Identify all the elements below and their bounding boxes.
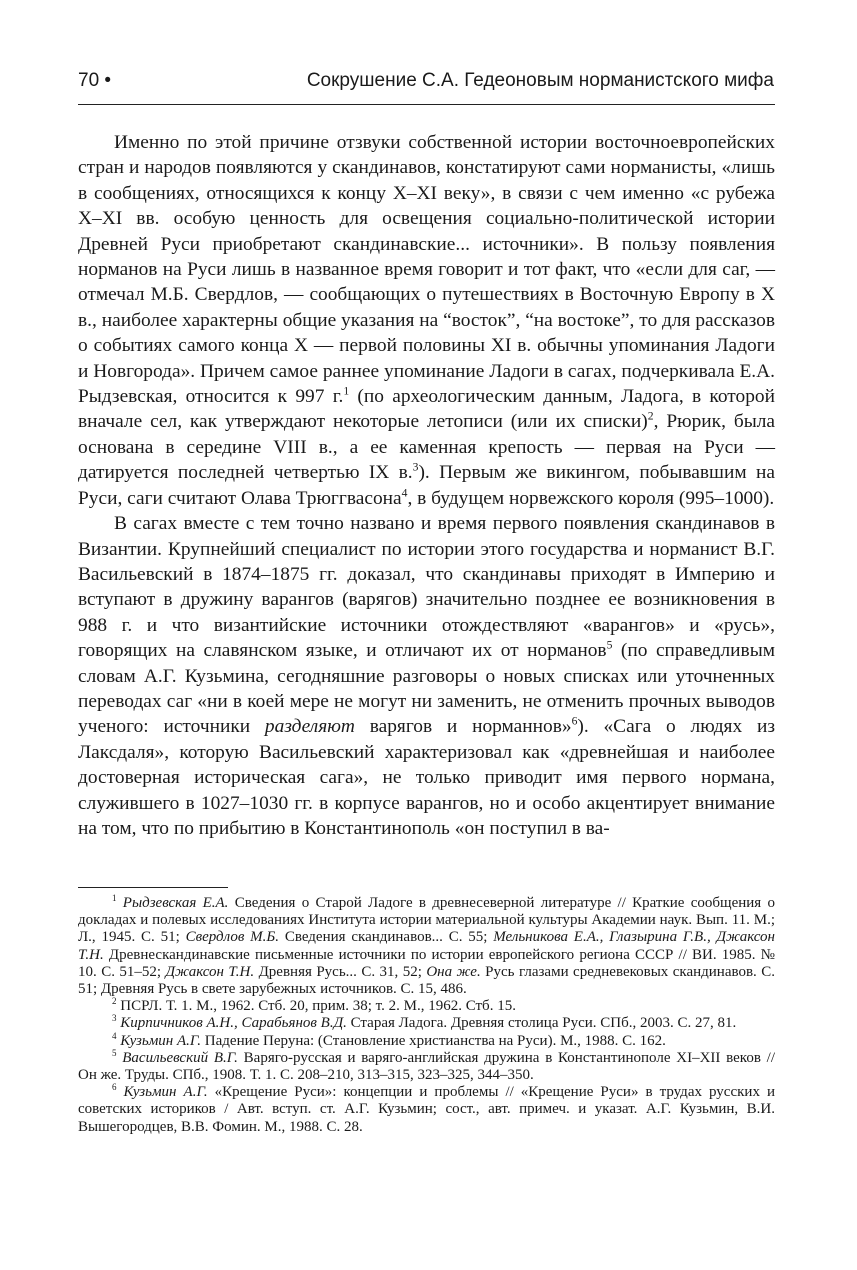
paragraph: Именно по этой причине отзвуки собственной истории восточноевропейских стран и народов появляются у скандинавов, констатируют сами норманисты, «лишь в сообщениях, относящихся к концу Х–XI веку», в связи с чем именно «с рубежа Х–XI вв. особую ценность для освещения социально-политической истории Древней Руси приобретают скандинавские... источники». В пользу появления норманов на Руси лишь в названное время говорит и тот факт, что «если для саг, — отмечал М.Б. Свердлов, — сообщающих о путешествиях в Восточную Европу в X в., наиболее характерны общие указания на “восток”, “на востоке”, то для рассказов о событиях самого конца X — первой половины XI в. обычны упоминания Ладоги и Новгорода». Причем самое раннее упоминание Ладоги в сагах, подчеркивала Е.А. Рыдзевская, относится к 997 г.$^1$ (по археологическим данным, Ладога, в которой вначале сел, как утверждают некоторые летописи (или их списки)$^2$, Рюрик, была основана в середине VIII в., а ее каменная крепость — первая на Руси — датируется последней четвертью IX в.$^3$). Первым же викингом, побывавшим на Руси, саги считают Олава Трюггвасона$^4$, в будущем норвежского короля (995–1000). bbox=[78, 132, 775, 509]
running-title: Сокрушение С.А. Гедеоновым норманистского мифа bbox=[306, 70, 774, 91]
footnote: $^3$ Кирпичников А.Н., Сарабьянов В.Д. Старая Ладога. Древняя столица Руси. СПб., 2003. С. 27, 81. bbox=[112, 1013, 737, 1032]
footnote-ref[interactable]: 2 bbox=[647, 410, 654, 423]
footnotes bbox=[78, 895, 775, 1136]
footnote: $^5$ Васильевский В.Г. Варяго-русская и варяго-английская дружина в Константинополе XI–XII веков // Он же. Труды. СПб., 1908. Т. 1. С. 208–210, 313–315, 323–325, 344–350. bbox=[78, 1047, 776, 1084]
footnote: $^1$ Рыдзевская Е.А. Сведения о Старой Ладоге в древнесеверной литературе // Краткие сообщения о докладах и полевых исследованиях Института истории материальной культуры Академии наук. Вып. 11. М.; Л., 1945. С. 51; Свердлов М.Б. Сведения скандинавов... С. 55; Мельникова Е.А., Глазырина Г.В., Джаксон Т.Н. Древнескандинавские письменные источники по истории европейского региона СССР // ВИ. 1985. № 10. С. 51–52; Джаксон Т.Н. Древняя Русь... С. 31, 52; Она же. Русь глазами средневековых скандинавов. С. 51; Древняя Русь в свете зарубежных источников. С. 15, 486. bbox=[78, 893, 776, 998]
emphasis: разделяют bbox=[264, 716, 355, 738]
footnote-ref[interactable]: 5 bbox=[606, 638, 613, 652]
main-text bbox=[78, 130, 775, 841]
footnote-rule bbox=[78, 887, 228, 888]
footnote-ref[interactable]: 4 bbox=[401, 486, 408, 500]
footnote: $^4$ Кузьмин А.Г. Падение Перуна: (Становление христианства на Руси). М., 1988. С. 162. bbox=[112, 1030, 666, 1049]
footnote-ref[interactable]: 6 bbox=[571, 714, 578, 728]
header-rule bbox=[78, 104, 775, 105]
footnote: $^2$ ПСРЛ. Т. 1. М., 1962. Стб. 20, прим. 38; т. 2. М., 1962. Стб. 15. bbox=[112, 996, 516, 1015]
page-number: 70 • bbox=[78, 70, 112, 91]
footnote-ref[interactable]: 1 bbox=[343, 384, 350, 398]
footnote-ref[interactable]: 3 bbox=[412, 460, 419, 474]
running-header bbox=[78, 70, 774, 92]
paragraph: В сагах вместе с тем точно названо и время первого появления скандинавов в Византии. Крупнейший специалист по истории этого государства и норманист В.Г. Васильевский в 1874–1875 гг. доказал, что скандинавы приходят в Империю и вступают в дружину варангов (варягов) значительно позднее ее возникновения в 988 г. и что византийские источники отождествляют «варангов» и «русь», говорящих на славянском языке, и отличают их от норманов$^5$ (по справедливым словам А.Г. Кузьмина, сегодняшние разговоры о новых списках или уточненных переводах саг «ни в коей мере не могут ни заменить, не отменить прочных выводов ученого: источники разделяют варягов и норманнов»$^6$). «Сага о людях из Лаксдаля», которую Васильевский характеризовал как «древнейшая и наиболее достоверная историческая сага», не только приводит имя первого нормана, служившего в 1027–1030 гг. в корпусе варангов, но и особо акцентирует внимание на том, что по прибытию в Константинополь «он поступил в ва- bbox=[78, 513, 775, 839]
footnote: $^6$ Кузьмин А.Г. «Крещение Руси»: концепции и проблемы // «Крещение Руси» в трудах русских и советских историков / Авт. вступ. ст. А.Г. Кузьмин; сост., авт. примеч. и указат. А.Г. Кузьмин, В.И. Вышегородцев, В.В. Фомин. М., 1988. С. 28. bbox=[78, 1082, 775, 1135]
